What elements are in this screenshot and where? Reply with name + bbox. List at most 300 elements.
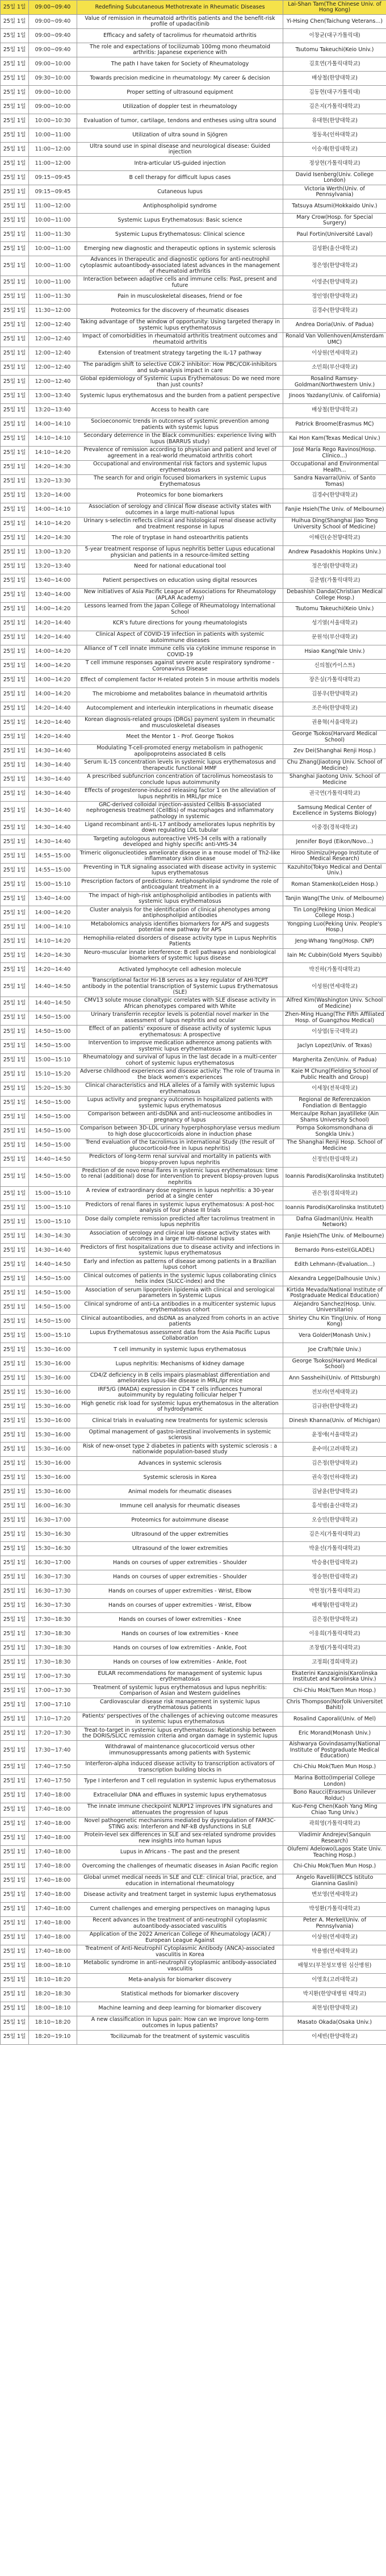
session-title: Protein-level sex differences in SLE and sex-related syndrome provides new insights into human lupus [77,1831,283,1845]
session-row [1,1485,386,1499]
session-speaker: Kaie M Chung(Fielding School of Public Health and Group) [283,1068,386,1082]
session-speaker: 정상현(가톨릭대학교) [283,157,386,171]
session-time: 15:30~16:00 [29,1414,77,1428]
session-time: 16:30~17:30 [29,1585,77,1599]
session-title: Novel pathogenetic mechanisms mediated by dysregulation of FAM3C-STING axis: Interferon and NF-kB dysfunctions in SLE [77,1817,283,1831]
session-row [1,1272,386,1286]
session-row [1,574,386,588]
session-title: Modulating T-cell-promoted energy metabolism in pathogenic apolipoproteins associated B cells [77,744,283,758]
session-time: 15:30~16:00 [29,1386,77,1400]
session-title: Proper setting of ultrasound equipment [77,86,283,100]
session-title: Comparison between 3D-LDL urinary hyperphosphorylase versus medium to high dose glucocorticoids alone in induction phase [77,1124,283,1139]
session-row [1,1641,386,1656]
session-title: Hemophilia-related disorders of disease activity type in Lupus Nephritis Patients [77,935,283,949]
session-speaker: Eric Morand(Monash Univ.) [283,1727,386,1741]
session-time: 09:15~09:45 [29,185,77,199]
session-speaker: 권숙경(인하대학교) [283,1471,386,1485]
session-speaker: Ioannis Parodis(Karolinska Institutet) [283,1201,386,1215]
session-speaker: Alfred Kim(Washington Univ. School of Medicine) [283,997,386,1011]
session-time: 15:10~15:20 [29,1068,77,1082]
session-date: 25일 1일 [1,57,29,72]
session-title: Hands on courses of low extremities - Ankle, Foot [77,1641,283,1656]
session-time: 12:00~12:40 [29,332,77,347]
session-speaker: 정은영(한양대학교) [283,256,386,276]
session-title: New initiatives of Asia Pacific League of Associations for Rheumatology (APLAR Academy) [77,588,283,602]
session-row [1,673,386,687]
session-date: 25일 1일 [1,361,29,375]
session-date: 25일 1일 [1,1641,29,1656]
session-title: Clinical autoantibodies, and dsDNA as analyzed from cohorts in an active patients [77,1315,283,1329]
session-title: Lupus activity and pregnancy outcomes in hospitalized patients with systemic lupus erythematosus [77,1096,283,1110]
session-date: 25일 1일 [1,503,29,517]
session-title: Alliance of T cell innate immune cells via cytokine immune response in COVID-19 [77,645,283,659]
session-speaker: 문원석(부산대학교) [283,631,386,645]
session-row [1,1987,386,2002]
session-date: 25일 1일 [1,687,29,702]
session-time: 14:20~14:30 [29,460,77,474]
session-date: 25일 1일 [1,560,29,574]
session-time: 09:30~10:00 [29,72,77,86]
session-title: Effect of an patients' exposure of disease activity of systemic lupus erythematosus: A prospective [77,1025,283,1039]
session-speaker: 정동옥(인하대학교) [283,128,386,143]
session-title: Lupus in Africans - The past and the present [77,1845,283,1860]
session-row [1,2002,386,2016]
session-speaker: Samsung Medical Center of Excellence in Systems Biology) [283,801,386,821]
session-time: 15:30~16:00 [29,1372,77,1386]
session-speaker: Paul Fortin(Université Laval) [283,228,386,242]
session-date: 25일 1일 [1,574,29,588]
session-row [1,1053,386,1068]
session-date: 25일 1일 [1,242,29,256]
session-title: The paradigm shift to selective COX-2 inhibitor: How PBC/COX-inhibitors and sub-analysis impact in care [77,361,283,375]
session-speaker: 정승현(한림대학교) [283,1570,386,1585]
session-title: Systemic sclerosis in Korea [77,1471,283,1485]
session-title: Extension of treatment strategy targeting the IL-17 pathway [77,347,283,361]
session-title: Treat-to-target in systemic lupus erythematosus: Relationship between the DORIS/SLICC remission criteria and organ damage in systemic lupus [77,1727,283,1741]
session-time: 14:50~15:00 [29,1110,77,1124]
session-title: Proteomics for bone biomarkers [77,489,283,503]
session-time: 15:00~15:10 [29,1201,77,1215]
session-date: 25일 1일 [1,2016,29,2030]
session-date: 25일 1일 [1,1215,29,1229]
session-speaker: Kirtida Mevada(National Institute of Postgraduate Medical Education) [283,1286,386,1300]
session-time: 18:20~19:10 [29,2030,77,2044]
session-title: The impact of high-risk antiphospholipid antibodies in patients with systemic lupus erythematosus [77,892,283,906]
session-date: 25일 1일 [1,1286,29,1300]
session-row [1,1973,386,1987]
session-row [1,1329,386,1343]
session-title: Clinical characteristics and HLA alleles of a family with systemic lupus erythematosus [77,1082,283,1096]
session-title: The microbiome and metabolites balance in rheumatoid arthritis [77,687,283,702]
session-row [1,517,386,531]
session-title: A review of extraordinary dose regimens in lupus nephritis: a 30-year period at a single center [77,1187,283,1201]
session-speaker: Vera Golder(Monash Univ.) [283,1329,386,1343]
session-time: 15:30~16:30 [29,1528,77,1542]
session-row [1,242,386,256]
session-title: The innate immune checkpoint NLRP12 improves IFN signatures and attenuates the progression of lupus [77,1803,283,1817]
session-speaker: Rosalind Caporali(Univ. of Mel) [283,1712,386,1727]
session-date: 25일 1일 [1,389,29,403]
session-title: Hands on courses of upper extremities - Shoulder [77,1556,283,1570]
session-row [1,835,386,849]
session-row [1,1542,386,1556]
session-speaker: 이웅희(가톨릭대학교) [283,1627,386,1641]
session-title: Hands on courses of upper extremities - Wrist, Elbow [77,1599,283,1613]
session-speaker: 김규완(한양대학교) [283,1400,386,1414]
session-speaker: 김은지(가톨릭대학교) [283,100,386,114]
session-date: 25일 1일 [1,489,29,503]
session-row [1,1902,386,1916]
session-speaker: 이세창(전북대학교) [283,1082,386,1096]
session-speaker: Yongping Luo(Peking Univ. People's Hosp.) [283,920,386,935]
session-speaker: Zev Dei(Shanghai Renji Hosp.) [283,744,386,758]
session-row [1,2030,386,2044]
session-title: Intra-articular US-guided injection [77,157,283,171]
session-date: 25일 1일 [1,1457,29,1471]
session-title: Immune cell analysis for rheumatic diseases [77,1499,283,1514]
session-title: Trend evaluation of the tacrolimus in international Study (the result of glucocorticoid-free in lupus nephritis) [77,1139,283,1153]
session-date: 25일 1일 [1,1,29,15]
session-date: 25일 1일 [1,1082,29,1096]
session-title: Adverse childhood experiences and disease activity: The role of trauma in the black women's experiences [77,1068,283,1082]
session-title: Lessons learned from the Japan College of Rheumatology International School [77,602,283,616]
session-speaker: 곽희영(가톨릭대학교) [283,1817,386,1831]
session-row [1,1874,386,1888]
session-title: Secondary deterrence in the Black communities: experience living with lupus (BARRUS study) [77,432,283,446]
session-speaker: Mary Crow(Hosp. for Special Surgery) [283,214,386,228]
session-date: 25일 1일 [1,199,29,214]
session-speaker: 김경수(한양대학교) [283,304,386,318]
session-row [1,602,386,616]
session-title: Recent advances in the treatment of anti-neutrophil cytoplasmic autoantibody-associated vasculitis [77,1916,283,1931]
session-title: Global epidemiology of Systemic Lupus Erythematosus: Do we need more than just counts? [77,375,283,389]
session-speaker: 이상원(연세대학교) [283,1931,386,1945]
session-time: 13:40~14:00 [29,892,77,906]
session-title: Withdrawal of maintenance glucocorticoid versus other immunosuppressants among patients with Systemic [77,1741,283,1761]
session-speaker: Ronald Van Vollenhoven(Amsterdam UMC) [283,332,386,347]
session-time: 14:40~14:50 [29,1258,77,1272]
session-row [1,977,386,997]
session-date: 25일 1일 [1,920,29,935]
session-time: 14:00~14:20 [29,602,77,616]
session-speaker: 조은하(한양대학교) [283,702,386,716]
session-title: Overcoming the challenges of rheumatic diseases in Asian Pacific region [77,1860,283,1874]
session-speaker: Kuo-Feng Chen(Kaoh Yang Ming Chiao Tung Univ.) [283,1803,386,1817]
session-speaker: 윤정애(서울대학교) [283,1428,386,1443]
session-date: 25일 1일 [1,1499,29,1514]
session-date: 25일 1일 [1,1916,29,1931]
session-title: Lupus nephritis: Mechanisms of kidney damage [77,1357,283,1372]
session-time: 14:30~14:40 [29,744,77,758]
session-row [1,489,386,503]
session-time: 11:00~12:00 [29,199,77,214]
session-time: 10:00~11:00 [29,242,77,256]
session-date: 25일 1일 [1,758,29,773]
session-title: Prediction of de novo renal flares in systemic lupus erythematosus: time to renal (additional) dose for intervention to prevent biopsy-proven lupus nephritis [77,1167,283,1187]
session-title: Prevalence of remission according to physician and patient and level of agreement in a real-world rheumatoid arthritis cohort [77,446,283,460]
session-time: 17:00~17:30 [29,1684,77,1698]
session-title: Global unmet medical needs in SLE and CLE: clinical trial, practice, and education in international rheumatology [77,1874,283,1888]
session-time: 14:30~14:30 [29,1229,77,1244]
session-speaker: Alejandro Sanchez(Hosp. Univ. Universitario) [283,1300,386,1315]
session-date: 25일 1일 [1,1428,29,1443]
session-title: GRC-derived colloidal injection-assisted Cellbis B-associated nephrogenesis treatment (CellBis) of macrophages and inflammatory pathology in systemic [77,801,283,821]
session-time: 17:40~18:00 [29,1888,77,1902]
session-date: 25일 1일 [1,835,29,849]
session-date: 25일 1일 [1,1272,29,1286]
session-date: 25일 1일 [1,1627,29,1641]
session-date: 25일 1일 [1,1760,29,1774]
session-date: 25일 1일 [1,1343,29,1357]
session-title: EULAR recommendations for management of systemic lupus erythematosus [77,1670,283,1684]
session-date: 25일 1일 [1,347,29,361]
session-row [1,1229,386,1244]
session-speaker: The Shanghai Renji Hosp. School of Medicine [283,1139,386,1153]
session-row [1,716,386,730]
session-row [1,949,386,963]
session-speaker: Rosalind Ramsey-Goldman(Northwestern Univ.) [283,375,386,389]
session-speaker: Tatsuya Atsumi(Hokkaido Univ.) [283,199,386,214]
session-title: Machine learning and deep learning for biomarker discovery [77,2002,283,2016]
session-row [1,29,386,43]
session-title: Metabolomics analysis identifies biomarkers for APS and suggests potential new pathway for APS [77,920,283,935]
session-row [1,332,386,347]
session-row [1,616,386,631]
session-time: 17:20~17:30 [29,1727,77,1741]
session-speaker: 박성환(가톨릭대학교) [283,1902,386,1916]
session-row [1,545,386,560]
session-date: 25일 1일 [1,228,29,242]
session-time: 15:00~15:10 [29,1215,77,1229]
session-speaker: Masato Okada(Osaka Univ.) [283,2016,386,2030]
session-date: 25일 1일 [1,1514,29,1528]
session-title: Association of serology and clinical flow disease activity states with outcomes in a large multi-national lupus [77,503,283,517]
session-time: 15:30~16:00 [29,1343,77,1357]
session-row [1,361,386,375]
session-time: 17:40~18:00 [29,1916,77,1931]
session-speaker: 김은지(가톨릭대학교) [283,1528,386,1542]
session-title: Occupational and environmental risk factors and systemic lupus erythematosus [77,460,283,474]
session-date: 25일 1일 [1,403,29,418]
session-date: 25일 1일 [1,1656,29,1670]
session-date: 25일 1일 [1,1053,29,1068]
session-time: 14:00~14:20 [29,673,77,687]
session-row [1,460,386,474]
session-speaker: George Tsokos(Harvard Medical School) [283,730,386,744]
session-date: 25일 1일 [1,1372,29,1386]
session-speaker: Regional de Referenzakion Fondiation di Bentaggio [283,1096,386,1110]
session-time: 14:50~15:00 [29,1124,77,1139]
session-time: 09:00~09:40 [29,15,77,29]
session-time: 13:40~14:00 [29,588,77,602]
session-time: 17:30~17:40 [29,1741,77,1761]
session-time: 14:50~15:00 [29,1300,77,1315]
session-speaker: 권국연(가톨릭대학교) [283,787,386,801]
session-date: 25일 1일 [1,1357,29,1372]
session-time: 14:20~14:40 [29,616,77,631]
session-title: Urinary transferrin receptor levels is potential novel marker in the assessment of lupus nephritis and ocular [77,1011,283,1025]
session-speaker: Huihua Ding(Shanghai Jiao Tong University School of Medicine) [283,517,386,531]
session-time: 15:00~15:10 [29,1329,77,1343]
session-date: 25일 1일 [1,1471,29,1485]
session-date: 25일 1일 [1,1542,29,1556]
session-title: Proteomics for autoimmune disease [77,1514,283,1528]
session-title: Access to health care [77,403,283,418]
session-row [1,744,386,758]
session-time: 14:30~14:40 [29,787,77,801]
session-date: 25일 1일 [1,143,29,157]
session-title: IRF5/G (IMADA) expression in CD4 T cells influences humoral autoimmunity by regulating follicular helper T [77,1386,283,1400]
session-date: 25일 1일 [1,1300,29,1315]
session-time: 14:20~14:30 [29,949,77,963]
session-date: 25일 1일 [1,474,29,489]
session-date: 25일 1일 [1,2002,29,2016]
session-speaker: Zhen-Ming Huang(The Fifth Affiliated Hosp. of Guangzhou Medical) [283,1011,386,1025]
session-time: 17:30~18:30 [29,1656,77,1670]
session-speaker: 유대현(한양대학교) [283,114,386,128]
session-title: Tocilizumab for the treatment of systemic vasculitis [77,2030,283,2044]
session-title: The role of tryptase in hand osteoarthritis patients [77,531,283,545]
session-speaker: Chi-Chiu Mok(Tuen Mun Hosp.) [283,1760,386,1774]
session-speaker: 이영호(고려대학교) [283,1973,386,1987]
session-speaker: 이영준(한양대학교) [283,276,386,290]
session-time: 14:00~14:20 [29,659,77,673]
session-row [1,1585,386,1599]
session-date: 25일 1일 [1,1774,29,1789]
session-row [1,446,386,460]
session-speaker: 이상엽(동국대학교) [283,1025,386,1039]
session-row [1,821,386,835]
session-speaker: 김봉우(한양대학교) [283,687,386,702]
session-row [1,1011,386,1025]
session-row [1,1860,386,1874]
session-row [1,157,386,171]
session-time: 14:55~15:00 [29,849,77,864]
session-speaker: Hiroo Shimizu(Hyogo Institute of Medical Research) [283,849,386,864]
session-date: 25일 1일 [1,588,29,602]
session-row [1,1153,386,1167]
session-date: 25일 1일 [1,1414,29,1428]
session-speaker: Jeng-Whang Yang(Hosp. CNP) [283,935,386,949]
session-date: 25일 1일 [1,1244,29,1258]
session-row [1,1741,386,1761]
session-row [1,1457,386,1471]
session-title: Statistical methods for biomarker discovery [77,1987,283,2002]
session-date: 25일 1일 [1,645,29,659]
session-title: The role and expectations of tocilizumab 100mg mono rheumatoid arthritis: Japanese experience with [77,43,283,57]
session-row [1,1803,386,1817]
session-date: 25일 1일 [1,432,29,446]
session-speaker: Chu Zhang(Jiaotong Univ. School of Medicine) [283,758,386,773]
session-time: 11:00~12:00 [29,157,77,171]
session-speaker: 박현정(가톨릭대학교) [283,1585,386,1599]
session-row [1,1931,386,1945]
session-title: Systemic Lupus Erythematosus: Basic science [77,214,283,228]
session-row [1,1357,386,1372]
session-time: 14:10~14:20 [29,517,77,531]
session-title: Cluster analysis for the identification of clinical phenotypes among antiphospholipid antibodies [77,906,283,920]
session-title: Utilization of doppler test in rheumatology [77,100,283,114]
session-time: 09:00~09:40 [29,1,77,15]
session-row [1,1443,386,1457]
session-row [1,256,386,276]
session-speaker: Bono Raucci(Erasmus Unilever Rolduc) [283,1789,386,1803]
session-time: 13:00~13:20 [29,545,77,560]
session-time: 17:40~18:00 [29,1860,77,1874]
session-time: 09:00~09:40 [29,43,77,57]
session-time: 18:20~18:30 [29,1987,77,2002]
session-time: 10:00~11:00 [29,256,77,276]
session-time: 17:30~18:30 [29,1627,77,1641]
session-time: 16:00~16:30 [29,1499,77,1514]
session-time: 13:40~14:00 [29,574,77,588]
session-time: 11:00~12:00 [29,143,77,157]
session-row [1,687,386,702]
session-title: Prescription factors of predictions: Antiphospholipid syndrome the role of anticoagulant treatment in a [77,878,283,892]
session-date: 25일 1일 [1,1698,29,1712]
session-speaker: 이해린(순천향대학교) [283,531,386,545]
session-row [1,560,386,574]
session-date: 25일 1일 [1,963,29,977]
session-speaker: 정인영(한양대학교) [283,290,386,304]
session-time: 14:10~14:10 [29,432,77,446]
session-date: 25일 1일 [1,1229,29,1244]
session-title: Ultra sound use in spinal disease and neurological disease: Guided injection [77,143,283,157]
session-speaker: Tsutomu Takeuchi(Keio Univ.) [283,43,386,57]
session-date: 25일 1일 [1,1817,29,1831]
session-time: 14:50~15:00 [29,1039,77,1053]
session-time: 12:00~12:40 [29,361,77,375]
session-date: 25일 1일 [1,256,29,276]
session-title: T cell immune responses against severe acute respiratory syndrome - Coronavirus Disease [77,659,283,673]
session-row [1,1514,386,1528]
session-speaker: George Tsokos(Harvard Medical School) [283,1357,386,1372]
session-row [1,631,386,645]
session-row [1,474,386,489]
session-title: Transcriptional factor Hi-1B serves as a key regulator of AHI-TCPT antibody in the potential transcription of Systemic Lupus Erythematosus (SLE) [77,977,283,997]
session-speaker: Dinesh Khanna(Univ. of Michigan) [283,1414,386,1428]
session-date: 25일 1일 [1,744,29,758]
session-row [1,1499,386,1514]
session-title: Effects of progesterone-induced releasing factor 1 on the alleviation of lupus nephritis in MRL/lpr mice [77,787,283,801]
session-time: 18:10~18:20 [29,2016,77,2030]
session-row [1,1187,386,1201]
session-date: 25일 1일 [1,949,29,963]
session-row [1,347,386,361]
session-date: 25일 1일 [1,787,29,801]
session-title: Hands on courses of low extremities - Ankle, Foot [77,1656,283,1670]
session-row [1,199,386,214]
session-speaker: 이성원(연세대학교) [283,977,386,997]
session-speaker: 배상철(한양대학교) [283,72,386,86]
session-title: Predictors of renal flares in systemic lupus erythematosus: A post-hoc analysis of four phase III trials [77,1201,283,1215]
session-row [1,1,386,15]
session-title: KCR's future directions for young rheumatologists [77,616,283,631]
session-speaker: 고정희(경희대학교) [283,1656,386,1670]
session-row [1,375,386,389]
session-row [1,15,386,29]
session-row [1,1888,386,1902]
session-speaker: 조창범(가톨릭대학교) [283,1641,386,1656]
session-row [1,1727,386,1741]
session-time: 17:40~18:00 [29,1803,77,1817]
session-date: 25일 1일 [1,1959,29,1973]
session-time: 15:30~16:00 [29,1485,77,1499]
session-title: Preventing in TLR signaling associated with disease activity in systemic lupus erythematosus [77,864,283,878]
session-date: 25일 1일 [1,773,29,787]
session-title: B cell therapy for difficult lupus cases [77,171,283,185]
session-speaker: Peter A. Merkel(Univ. of Pennsylvania) [283,1916,386,1931]
